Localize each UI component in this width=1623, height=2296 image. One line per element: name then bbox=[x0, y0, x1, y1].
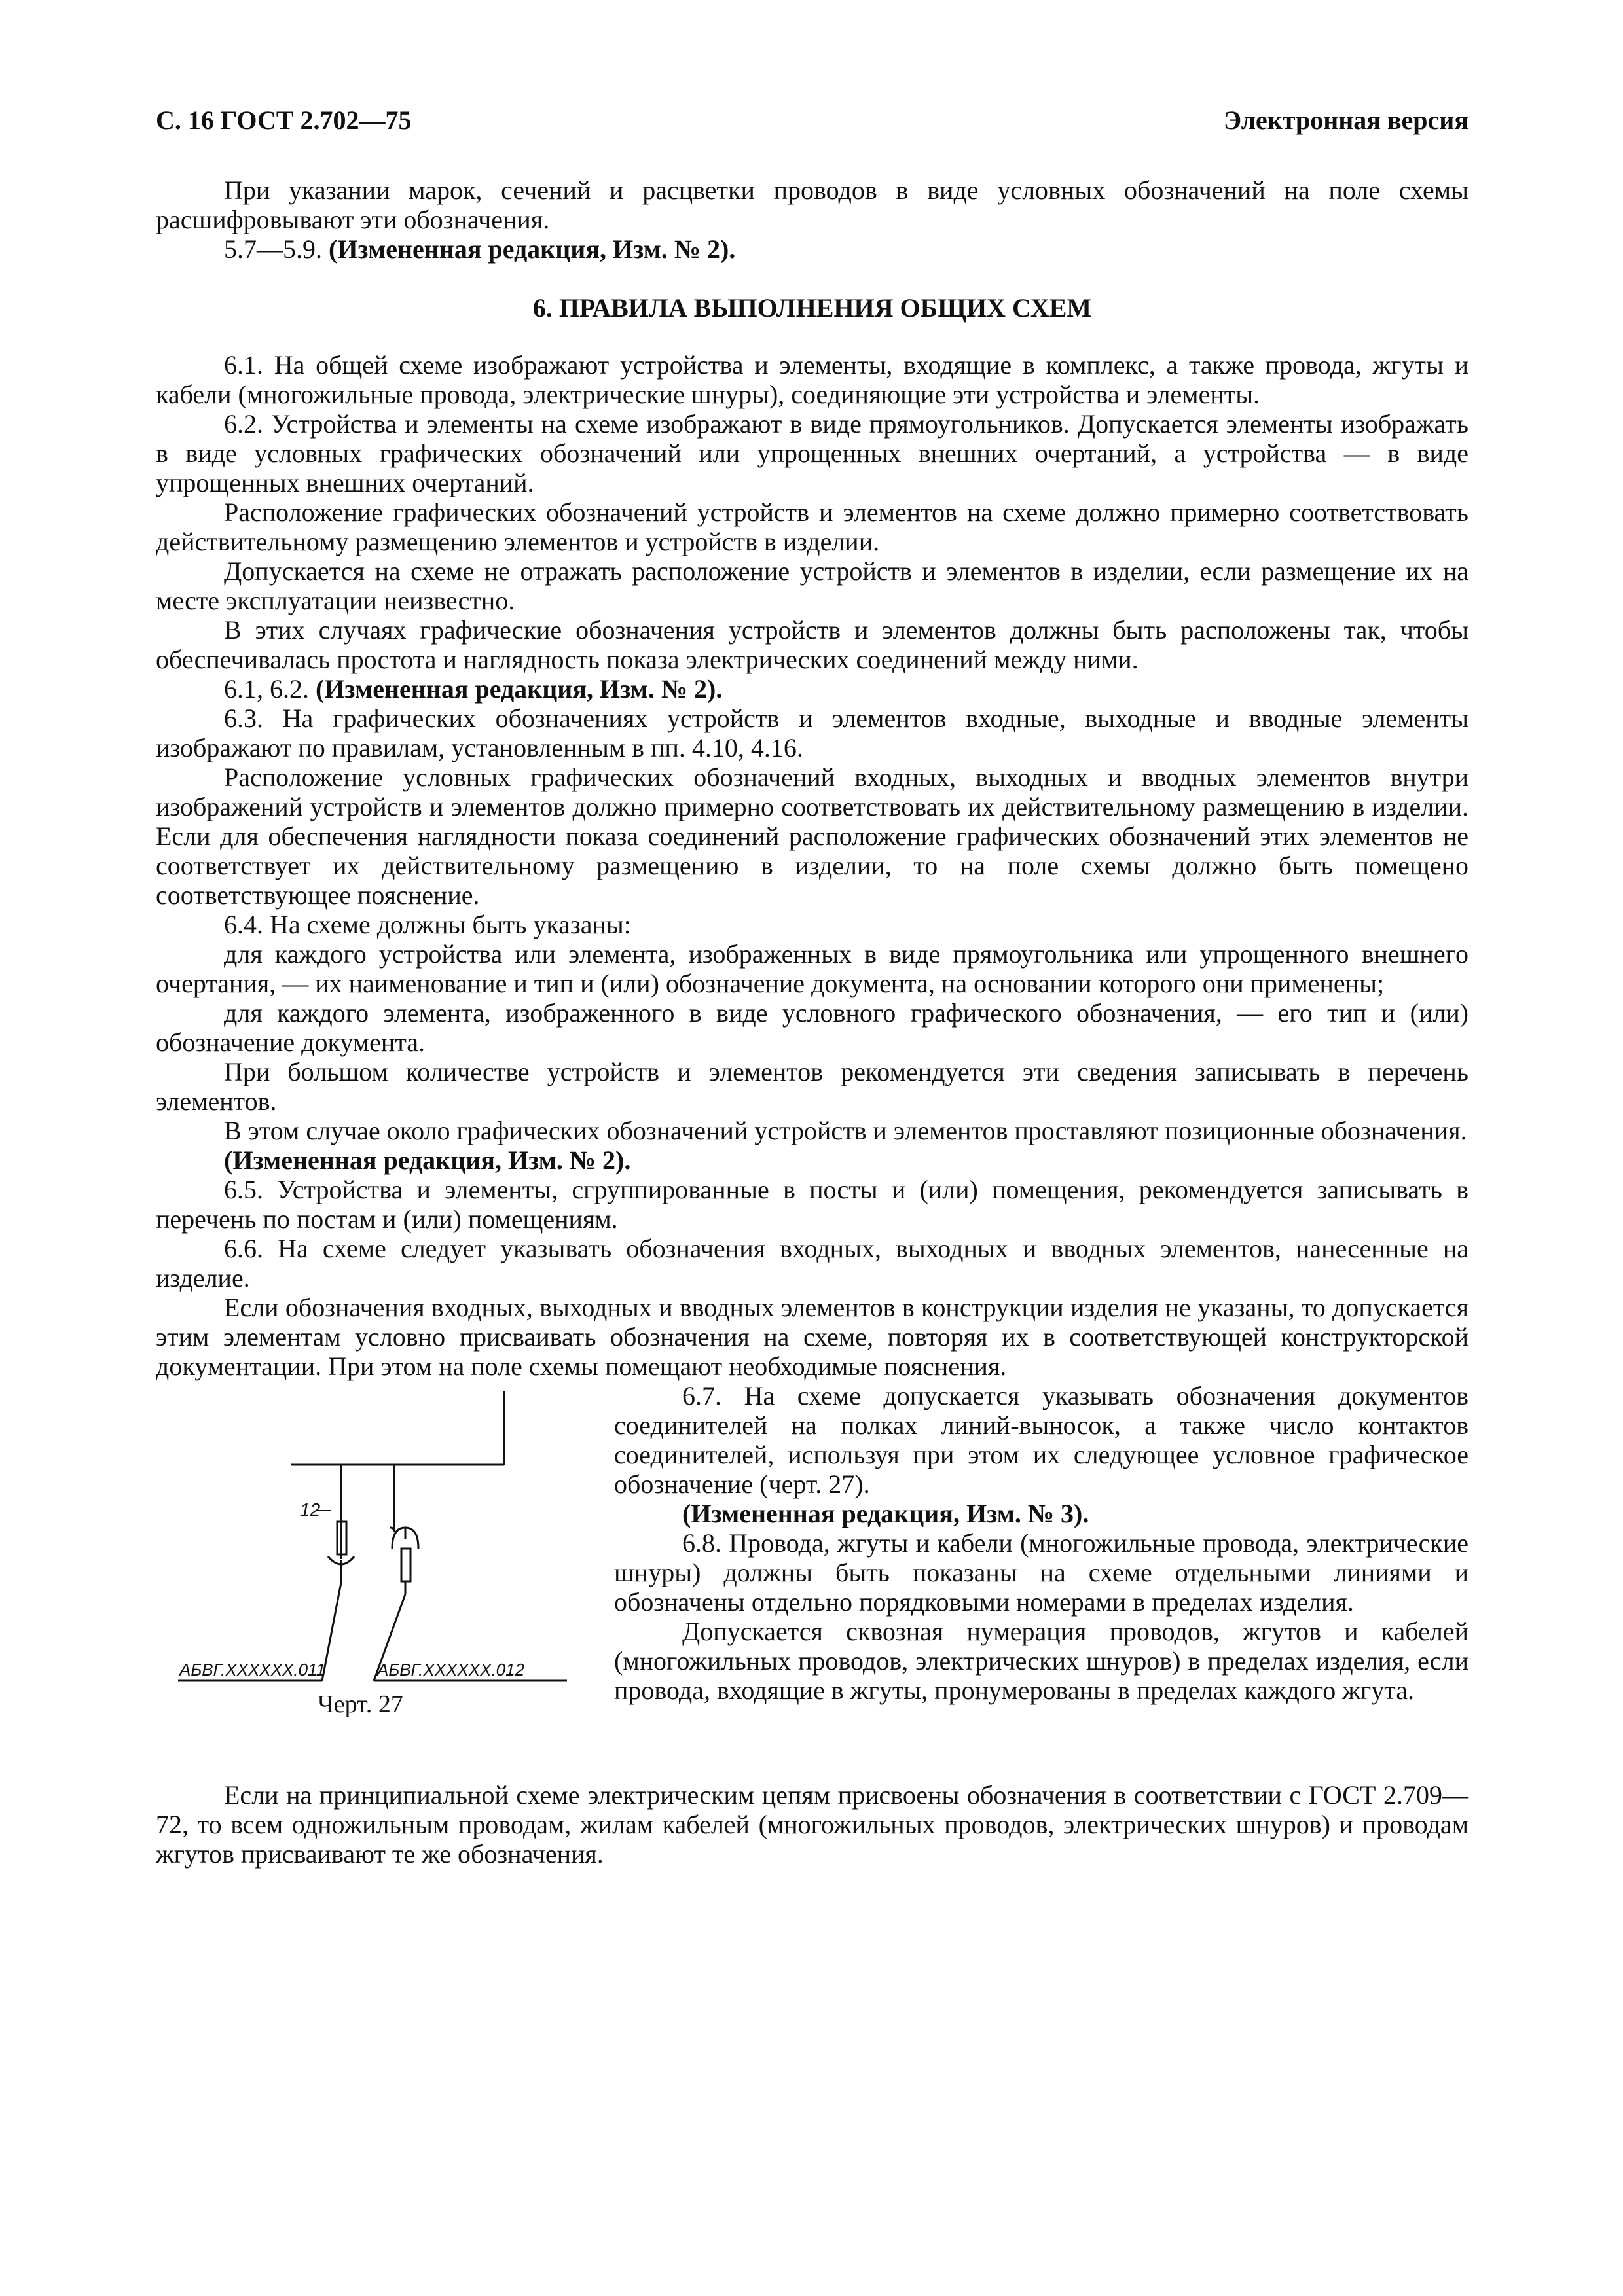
amendment-ref: 6.1, 6.2. bbox=[224, 674, 316, 704]
connector-drawing bbox=[156, 1388, 601, 1695]
section-title: 6. ПРАВИЛА ВЫПОЛНЕНИЯ ОБЩИХ СХЕМ bbox=[532, 293, 1092, 323]
page-header-right: Электронная версия bbox=[1223, 105, 1468, 135]
amendment-6-1-6-2 bbox=[156, 674, 1468, 704]
paragraph-intro: При указании марок, сечений и расцветки проводов в виде условных обозначений на поле схемы расшифровывают эти обозначения. bbox=[156, 175, 1468, 234]
figure-27 bbox=[156, 1381, 601, 1780]
document-body bbox=[156, 175, 1468, 1869]
amendment-ref: 5.7—5.9. bbox=[224, 234, 329, 264]
paragraph-6-4d: В этом случае около графических обозначений устройств и элементов проставляют позиционные обозначения. bbox=[224, 1116, 1467, 1145]
paragraph-6-3b: Расположение условных графических обозначений входных, выходных и вводных элементов внутри изображений устройств и элементов должно примерно соответствовать их действительному размещению в изделии. Если для обеспечения наглядности показа соединений расположение графических обозначений этих элементов не соответствует их действительному размещению в изделии, то на поле схемы должно быть помещено соответствующее пояснение. bbox=[156, 762, 1468, 910]
paragraph-6-6b: Если обозначения входных, выходных и вводных элементов в конструкции изделия не указаны, то допускается этим элементам условно присваивать обозначения на схеме, повторяя их в соответствующей конструкторской документации. При этом на поле схемы помещают необходимые пояснения. bbox=[156, 1293, 1468, 1381]
paragraph-6-8c: Если на принципиальной схеме электрическим цепям присвоены обозначения в соответствии с ГОСТ 2.709—72, то всем одножильным проводам, жилам кабелей (многожильных проводов, электрических шнуров) и проводам жгутов присваивают те же обозначения. bbox=[156, 1780, 1468, 1869]
amendment-6-7: (Измененная редакция, Изм. № 3). bbox=[682, 1499, 1089, 1528]
amendment-note: (Измененная редакция, Изм. № 2). bbox=[329, 234, 736, 264]
amendment-note: (Измененная редакция, Изм. № 2). bbox=[316, 674, 723, 704]
connector-right-lead bbox=[390, 1465, 394, 1532]
paragraph-6-2d: В этих случаях графические обозначения устройств и элементов должны быть расположены так, чтобы обеспечивалась простота и наглядность показа электрических соединений между ними. bbox=[156, 615, 1468, 674]
page-header-left: С. 16 ГОСТ 2.702—75 bbox=[156, 105, 412, 135]
paragraph-6-1: 6.1. На общей схеме изображают устройства и элементы, входящие в комплекс, а также провода, жгуты и кабели (многожильные провода, электрические шнуры), соединяющие эти устройства и элементы. bbox=[156, 350, 1468, 409]
paragraph-6-6: 6.6. На схеме следует указывать обозначения входных, выходных и вводных элементов, нанесенные на изделие. bbox=[156, 1234, 1468, 1293]
paragraph-6-4a: для каждого устройства или элемента, изображенных в виде прямоугольника или упрощенного внешнего очертания, — их наименование и тип и (или) обозначение документа, на основании которого они применены; bbox=[156, 939, 1468, 998]
paragraph-6-4b: для каждого элемента, изображенного в виде условного графического обозначения, — его тип и (или) обозначение документа. bbox=[156, 998, 1468, 1057]
paragraph-6-8: 6.8. Провода, жгуты и кабели (многожильные провода, электрические шнуры) должны быть показаны на схеме отдельными линиями и обозначены отдельно порядковыми номерами в пределах изделия. bbox=[614, 1528, 1468, 1617]
paragraph-6-7: 6.7. На схеме допускается указывать обозначения документов соединителей на полках линий-выносок, а также число контактов соединителей, используя при этом их следующее условное графическое обозначение (черт. 27). bbox=[614, 1381, 1468, 1499]
doc-designation-right: АБВГ.XXXXXX.012 bbox=[377, 1660, 525, 1679]
paragraph-6-5: 6.5. Устройства и элементы, сгруппированные в посты и (или) помещения, рекомендуется записывать в перечень по постам и (или) помещениям. bbox=[156, 1175, 1468, 1234]
paragraph-6-2: 6.2. Устройства и элементы на схеме изображают в виде прямоугольников. Допускается элементы изображать в виде условных графических обозначений или упрощенных внешних очертаний, а устройства — в виде упрощенных внешних очертаний. bbox=[156, 409, 1468, 497]
amendment-6-4: (Измененная редакция, Изм. № 2). bbox=[224, 1145, 631, 1175]
paragraph-6-3: 6.3. На графических обозначениях устройств и элементов входные, выходные и вводные элементы изображают по правилам, установленным в пп. 4.10, 4.16. bbox=[156, 704, 1468, 762]
pin-count-label: 12 bbox=[300, 1499, 321, 1520]
paragraph-6-4: 6.4. На схеме должны быть указаны: bbox=[224, 910, 631, 939]
paragraph-6-8b: Допускается сквозная нумерация проводов, жгутов и кабелей (многожильных проводов, электрических шнуров) в пределах изделия, если провода, входящие в жгуты, пронумерованы в пределах каждого жгута. bbox=[614, 1617, 1468, 1705]
paragraph-6-2b: Расположение графических обозначений устройств и элементов на схеме должно примерно соответствовать действительному размещению элементов и устройств в изделии. bbox=[156, 497, 1468, 556]
figure-caption: Черт. 27 bbox=[318, 1691, 403, 1718]
connector-right-pin bbox=[401, 1549, 410, 1581]
doc-designation-left: АБВГ.XXXXXX.011 bbox=[179, 1660, 326, 1679]
paragraph-6-2c: Допускается на схеме не отражать расположение устройств и элементов в изделии, если размещение их на месте эксплуатации неизвестно. bbox=[156, 556, 1468, 615]
paragraph-6-4c: При большом количестве устройств и элементов рекомендуется эти сведения записывать в перечень элементов. bbox=[156, 1057, 1468, 1116]
amendment-5-7-5-9 bbox=[156, 234, 1468, 264]
